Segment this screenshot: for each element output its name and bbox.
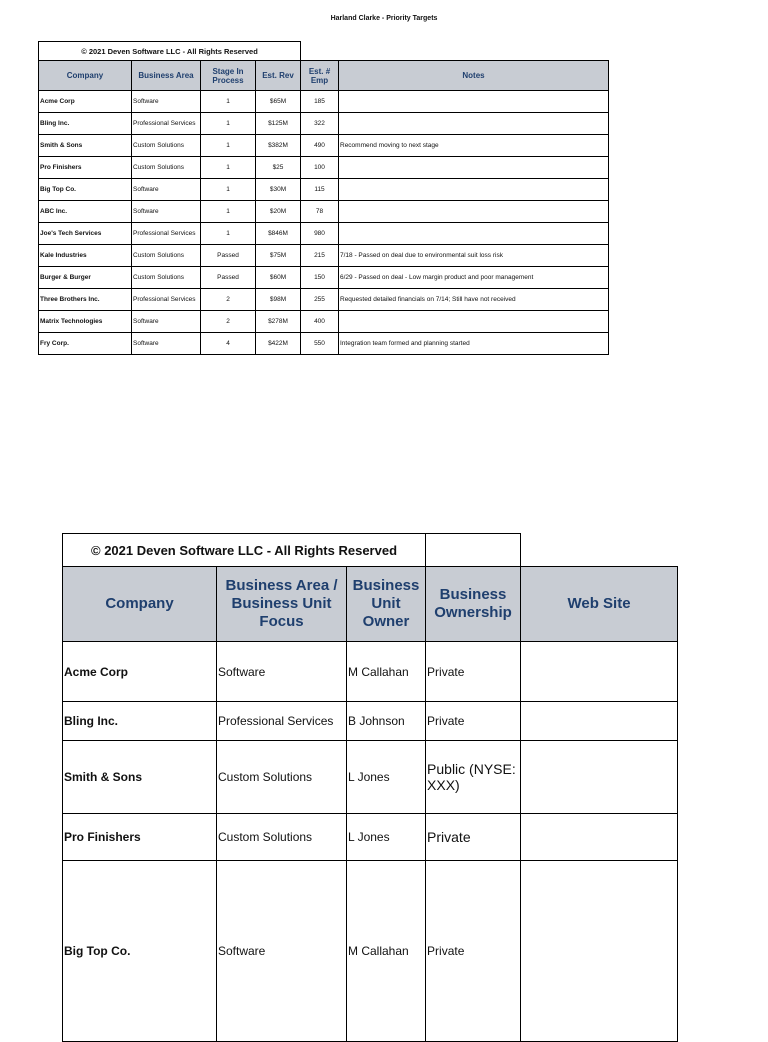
cell-unit-owner: L Jones: [347, 814, 426, 861]
cell-est-emp: 185: [301, 91, 339, 113]
cell-company: Big Top Co.: [39, 179, 132, 201]
table-row: [39, 179, 609, 201]
cell-est-emp: 490: [301, 135, 339, 157]
cell-company: Matrix Technologies: [39, 311, 132, 333]
cell-business-area: Software: [132, 91, 201, 113]
cell-stage: 1: [201, 113, 256, 135]
cell-est-rev: $382M: [256, 135, 301, 157]
cell-business-area: Software: [217, 642, 347, 702]
header-notes: Notes: [339, 61, 609, 91]
cell-business-area: Custom Solutions: [132, 135, 201, 157]
cell-stage: Passed: [201, 267, 256, 289]
cell-stage: 4: [201, 333, 256, 355]
cell-company: Burger & Burger: [39, 267, 132, 289]
cell-stage: 1: [201, 179, 256, 201]
header-stage: Stage In Process: [201, 61, 256, 91]
header-row: [39, 61, 609, 91]
table-row: [39, 113, 609, 135]
copyright-text: © 2021 Deven Software LLC - All Rights Reserved: [39, 42, 301, 61]
cell-company: Pro Finishers: [63, 814, 217, 861]
header-ownership: Business Ownership: [426, 567, 521, 642]
cell-company: Joe's Tech Services: [39, 223, 132, 245]
cell-stage: 2: [201, 289, 256, 311]
header-est-emp: Est. # Emp: [301, 61, 339, 91]
cell-web-site: [521, 702, 678, 741]
priority-targets-table: [38, 41, 609, 355]
cell-company: Bling Inc.: [39, 113, 132, 135]
cell-web-site: [521, 741, 678, 814]
cell-company: Three Brothers Inc.: [39, 289, 132, 311]
copyright-text: © 2021 Deven Software LLC - All Rights Reserved: [63, 534, 426, 567]
cell-business-area: Custom Solutions: [217, 741, 347, 814]
cell-est-rev: $75M: [256, 245, 301, 267]
header-row: [63, 567, 678, 642]
cell-business-area: Software: [217, 861, 347, 1042]
cell-ownership: Public (NYSE: XXX): [426, 741, 521, 814]
cell-ownership: Private: [426, 814, 521, 861]
cell-business-area: Professional Services: [132, 289, 201, 311]
cell-notes: [339, 179, 609, 201]
header-unit-owner: Business Unit Owner: [347, 567, 426, 642]
cell-notes: Integration team formed and planning started: [339, 333, 609, 355]
cell-company: ABC Inc.: [39, 201, 132, 223]
cell-est-emp: 980: [301, 223, 339, 245]
cell-company: Acme Corp: [63, 642, 217, 702]
table-row: [39, 289, 609, 311]
cell-est-emp: 78: [301, 201, 339, 223]
cell-est-rev: $60M: [256, 267, 301, 289]
cell-company: Smith & Sons: [63, 741, 217, 814]
cell-business-area: Custom Solutions: [217, 814, 347, 861]
cell-est-rev: $30M: [256, 179, 301, 201]
cell-business-area: Professional Services: [132, 223, 201, 245]
cell-est-emp: 550: [301, 333, 339, 355]
copyright-row: [63, 534, 678, 567]
cell-business-area: Custom Solutions: [132, 157, 201, 179]
cell-ownership: Private: [426, 642, 521, 702]
header-web-site: Web Site: [521, 567, 678, 642]
cell-unit-owner: M Callahan: [347, 861, 426, 1042]
cell-company: Acme Corp: [39, 91, 132, 113]
table-row: [39, 91, 609, 113]
cell-est-rev: $846M: [256, 223, 301, 245]
cell-company: Kale Industries: [39, 245, 132, 267]
cell-business-area: Software: [132, 311, 201, 333]
table-row: [39, 333, 609, 355]
cell-company: Smith & Sons: [39, 135, 132, 157]
cell-est-emp: 322: [301, 113, 339, 135]
header-business-area: Business Area / Business Unit Focus: [217, 567, 347, 642]
cell-notes: [339, 201, 609, 223]
table-row: [39, 267, 609, 289]
cell-ownership: Private: [426, 702, 521, 741]
copyright-row: [39, 42, 609, 61]
cell-est-rev: $278M: [256, 311, 301, 333]
cell-est-rev: $65M: [256, 91, 301, 113]
cell-notes: 7/18 - Passed on deal due to environmental suit loss risk: [339, 245, 609, 267]
cell-web-site: [521, 861, 678, 1042]
cell-est-emp: 255: [301, 289, 339, 311]
cell-notes: [339, 311, 609, 333]
cell-unit-owner: M Callahan: [347, 642, 426, 702]
cell-notes: [339, 223, 609, 245]
cell-web-site: [521, 814, 678, 861]
cell-ownership: Private: [426, 861, 521, 1042]
table-row: [39, 201, 609, 223]
cell-notes: Requested detailed financials on 7/14; Still have not received: [339, 289, 609, 311]
cell-est-rev: $125M: [256, 113, 301, 135]
cell-business-area: Software: [132, 201, 201, 223]
cell-business-area: Software: [132, 179, 201, 201]
cell-notes: Recommend moving to next stage: [339, 135, 609, 157]
table-row: [39, 223, 609, 245]
cell-business-area: Custom Solutions: [132, 245, 201, 267]
header-business-area: Business Area: [132, 61, 201, 91]
cell-est-rev: $98M: [256, 289, 301, 311]
table-row: [39, 311, 609, 333]
cell-stage: 1: [201, 135, 256, 157]
table-row: [39, 135, 609, 157]
cell-est-emp: 400: [301, 311, 339, 333]
cell-stage: 1: [201, 223, 256, 245]
cell-business-area: Professional Services: [132, 113, 201, 135]
cell-company: Pro Finishers: [39, 157, 132, 179]
cell-notes: 6/29 - Passed on deal - Low margin product and poor management: [339, 267, 609, 289]
cell-est-emp: 115: [301, 179, 339, 201]
cell-stage: Passed: [201, 245, 256, 267]
table-row: [39, 157, 609, 179]
cell-company: Bling Inc.: [63, 702, 217, 741]
cell-stage: 2: [201, 311, 256, 333]
cell-stage: 1: [201, 91, 256, 113]
cell-est-emp: 100: [301, 157, 339, 179]
cell-notes: [339, 113, 609, 135]
cell-notes: [339, 157, 609, 179]
table-row: [63, 642, 678, 702]
table-row: [63, 861, 678, 1042]
cell-est-rev: $422M: [256, 333, 301, 355]
cell-stage: 1: [201, 157, 256, 179]
cell-business-area: Custom Solutions: [132, 267, 201, 289]
cell-est-emp: 215: [301, 245, 339, 267]
cell-est-rev: $25: [256, 157, 301, 179]
header-company: Company: [63, 567, 217, 642]
header-est-rev: Est. Rev: [256, 61, 301, 91]
page-title: Harland Clarke - Priority Targets: [330, 15, 438, 22]
cell-unit-owner: L Jones: [347, 741, 426, 814]
cell-business-area: Professional Services: [217, 702, 347, 741]
cell-est-emp: 150: [301, 267, 339, 289]
cell-notes: [339, 91, 609, 113]
cell-business-area: Software: [132, 333, 201, 355]
table-row: [39, 245, 609, 267]
cell-company: Fry Corp.: [39, 333, 132, 355]
header-company: Company: [39, 61, 132, 91]
cell-stage: 1: [201, 201, 256, 223]
table-row: [63, 741, 678, 814]
cell-unit-owner: B Johnson: [347, 702, 426, 741]
table-row: [63, 702, 678, 741]
table-row: [63, 814, 678, 861]
cell-company: Big Top Co.: [63, 861, 217, 1042]
company-details-table: [62, 533, 678, 1042]
cell-web-site: [521, 642, 678, 702]
cell-est-rev: $20M: [256, 201, 301, 223]
